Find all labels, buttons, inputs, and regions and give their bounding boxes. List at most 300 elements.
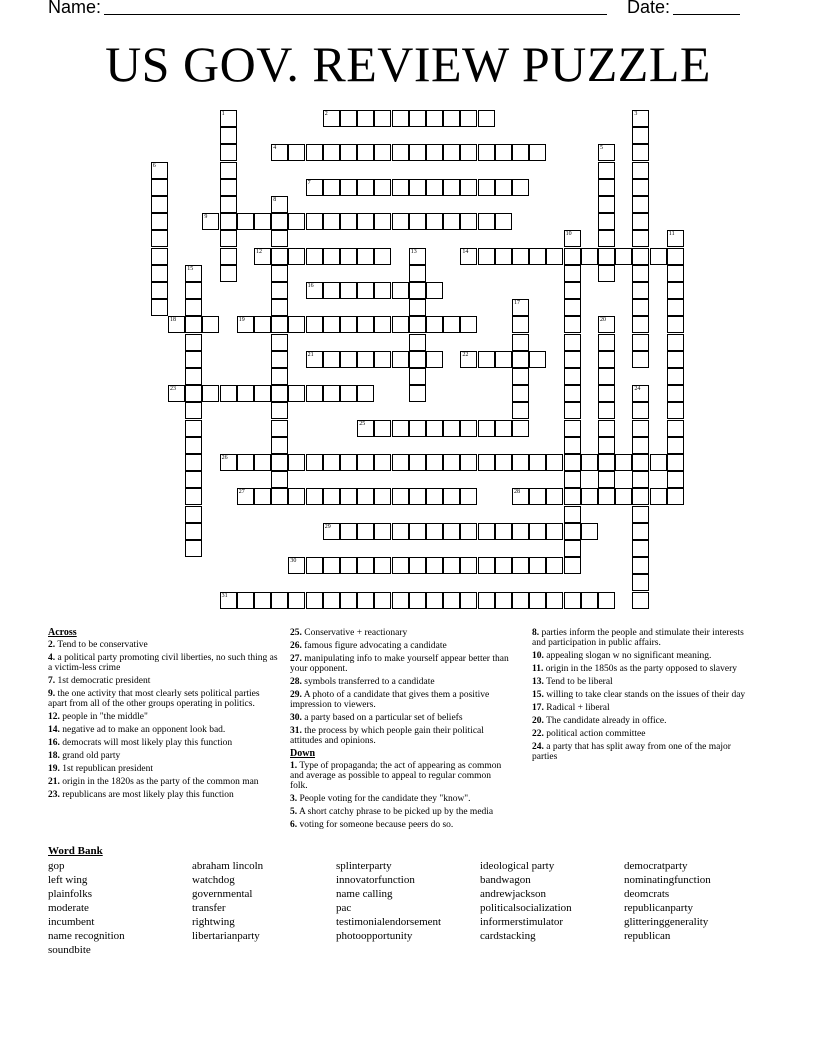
- grid-cell[interactable]: [254, 488, 271, 505]
- grid-cell[interactable]: [667, 299, 684, 316]
- grid-cell[interactable]: [271, 248, 288, 265]
- grid-cell[interactable]: [409, 523, 426, 540]
- grid-cell[interactable]: [632, 523, 649, 540]
- grid-cell[interactable]: [495, 454, 512, 471]
- grid-cell[interactable]: [185, 316, 202, 333]
- grid-cell[interactable]: [288, 248, 305, 265]
- grid-cell[interactable]: [323, 144, 340, 161]
- grid-cell[interactable]: [409, 282, 426, 299]
- grid-cell[interactable]: [220, 144, 237, 161]
- grid-cell[interactable]: [271, 196, 288, 213]
- grid-cell[interactable]: [374, 144, 391, 161]
- grid-cell[interactable]: [632, 420, 649, 437]
- grid-cell[interactable]: [478, 248, 495, 265]
- grid-cell[interactable]: [323, 557, 340, 574]
- grid-cell[interactable]: [254, 592, 271, 609]
- grid-cell[interactable]: [392, 488, 409, 505]
- grid-cell[interactable]: [546, 488, 563, 505]
- grid-cell[interactable]: [512, 299, 529, 316]
- grid-cell[interactable]: [598, 420, 615, 437]
- grid-cell[interactable]: [392, 523, 409, 540]
- grid-cell[interactable]: [667, 437, 684, 454]
- grid-cell[interactable]: [632, 282, 649, 299]
- grid-cell[interactable]: [323, 213, 340, 230]
- grid-cell[interactable]: [632, 265, 649, 282]
- grid-cell[interactable]: [271, 385, 288, 402]
- grid-cell[interactable]: [323, 179, 340, 196]
- grid-cell[interactable]: [357, 110, 374, 127]
- grid-cell[interactable]: [632, 437, 649, 454]
- grid-cell[interactable]: [615, 454, 632, 471]
- grid-cell[interactable]: [202, 316, 219, 333]
- grid-cell[interactable]: [598, 368, 615, 385]
- grid-cell[interactable]: [632, 506, 649, 523]
- grid-cell[interactable]: [598, 471, 615, 488]
- grid-cell[interactable]: [426, 488, 443, 505]
- grid-cell[interactable]: [357, 523, 374, 540]
- grid-cell[interactable]: [374, 179, 391, 196]
- grid-cell[interactable]: [306, 557, 323, 574]
- grid-cell[interactable]: [632, 540, 649, 557]
- grid-cell[interactable]: [564, 557, 581, 574]
- grid-cell[interactable]: [632, 402, 649, 419]
- grid-cell[interactable]: [667, 265, 684, 282]
- grid-cell[interactable]: [632, 385, 649, 402]
- grid-cell[interactable]: [632, 127, 649, 144]
- grid-cell[interactable]: [598, 437, 615, 454]
- grid-cell[interactable]: [667, 454, 684, 471]
- grid-cell[interactable]: [650, 454, 667, 471]
- grid-cell[interactable]: [185, 437, 202, 454]
- grid-cell[interactable]: [478, 523, 495, 540]
- grid-cell[interactable]: [581, 454, 598, 471]
- grid-cell[interactable]: [357, 454, 374, 471]
- grid-cell[interactable]: [667, 402, 684, 419]
- grid-cell[interactable]: [495, 592, 512, 609]
- grid-cell[interactable]: [374, 420, 391, 437]
- grid-cell[interactable]: [512, 488, 529, 505]
- grid-cell[interactable]: [564, 385, 581, 402]
- grid-cell[interactable]: [443, 420, 460, 437]
- grid-cell[interactable]: [340, 213, 357, 230]
- grid-cell[interactable]: [512, 248, 529, 265]
- grid-cell[interactable]: [271, 316, 288, 333]
- grid-cell[interactable]: [478, 179, 495, 196]
- grid-cell[interactable]: [392, 454, 409, 471]
- grid-cell[interactable]: [374, 488, 391, 505]
- grid-cell[interactable]: [632, 574, 649, 591]
- grid-cell[interactable]: [220, 110, 237, 127]
- grid-cell[interactable]: [460, 454, 477, 471]
- grid-cell[interactable]: [581, 592, 598, 609]
- grid-cell[interactable]: [667, 385, 684, 402]
- grid-cell[interactable]: [564, 368, 581, 385]
- grid-cell[interactable]: [512, 351, 529, 368]
- grid-cell[interactable]: [185, 265, 202, 282]
- grid-cell[interactable]: [478, 420, 495, 437]
- grid-cell[interactable]: [564, 334, 581, 351]
- grid-cell[interactable]: [374, 592, 391, 609]
- grid-cell[interactable]: [512, 592, 529, 609]
- grid-cell[interactable]: [632, 162, 649, 179]
- grid-cell[interactable]: [271, 299, 288, 316]
- grid-cell[interactable]: [598, 454, 615, 471]
- grid-cell[interactable]: [237, 592, 254, 609]
- grid-cell[interactable]: [340, 385, 357, 402]
- grid-cell[interactable]: [185, 334, 202, 351]
- grid-cell[interactable]: [220, 248, 237, 265]
- grid-cell[interactable]: [512, 385, 529, 402]
- grid-cell[interactable]: [512, 420, 529, 437]
- grid-cell[interactable]: [306, 144, 323, 161]
- grid-cell[interactable]: [529, 557, 546, 574]
- grid-cell[interactable]: [288, 592, 305, 609]
- grid-cell[interactable]: [340, 557, 357, 574]
- grid-cell[interactable]: [426, 557, 443, 574]
- grid-cell[interactable]: [460, 592, 477, 609]
- grid-cell[interactable]: [512, 179, 529, 196]
- grid-cell[interactable]: [409, 557, 426, 574]
- grid-cell[interactable]: [478, 213, 495, 230]
- grid-cell[interactable]: [426, 523, 443, 540]
- grid-cell[interactable]: [529, 144, 546, 161]
- grid-cell[interactable]: [564, 454, 581, 471]
- grid-cell[interactable]: [271, 213, 288, 230]
- grid-cell[interactable]: [237, 316, 254, 333]
- grid-cell[interactable]: [512, 368, 529, 385]
- grid-cell[interactable]: [581, 488, 598, 505]
- grid-cell[interactable]: [529, 248, 546, 265]
- grid-cell[interactable]: [220, 196, 237, 213]
- grid-cell[interactable]: [426, 592, 443, 609]
- grid-cell[interactable]: [340, 144, 357, 161]
- grid-cell[interactable]: [340, 316, 357, 333]
- grid-cell[interactable]: [151, 196, 168, 213]
- grid-cell[interactable]: [581, 248, 598, 265]
- grid-cell[interactable]: [306, 454, 323, 471]
- grid-cell[interactable]: [598, 213, 615, 230]
- grid-cell[interactable]: [409, 179, 426, 196]
- grid-cell[interactable]: [392, 144, 409, 161]
- grid-cell[interactable]: [271, 471, 288, 488]
- grid-cell[interactable]: [426, 110, 443, 127]
- grid-cell[interactable]: [374, 351, 391, 368]
- grid-cell[interactable]: [151, 230, 168, 247]
- grid-cell[interactable]: [271, 592, 288, 609]
- grid-cell[interactable]: [271, 454, 288, 471]
- grid-cell[interactable]: [340, 351, 357, 368]
- grid-cell[interactable]: [546, 248, 563, 265]
- grid-cell[interactable]: [598, 402, 615, 419]
- grid-cell[interactable]: [632, 213, 649, 230]
- grid-cell[interactable]: [409, 316, 426, 333]
- grid-cell[interactable]: [185, 351, 202, 368]
- grid-cell[interactable]: [650, 488, 667, 505]
- grid-cell[interactable]: [564, 299, 581, 316]
- grid-cell[interactable]: [598, 230, 615, 247]
- grid-cell[interactable]: [495, 213, 512, 230]
- grid-cell[interactable]: [598, 334, 615, 351]
- grid-cell[interactable]: [598, 385, 615, 402]
- grid-cell[interactable]: [306, 385, 323, 402]
- grid-cell[interactable]: [495, 144, 512, 161]
- grid-cell[interactable]: [220, 230, 237, 247]
- grid-cell[interactable]: [271, 437, 288, 454]
- grid-cell[interactable]: [271, 282, 288, 299]
- grid-cell[interactable]: [632, 179, 649, 196]
- grid-cell[interactable]: [151, 299, 168, 316]
- grid-cell[interactable]: [323, 316, 340, 333]
- grid-cell[interactable]: [254, 454, 271, 471]
- grid-cell[interactable]: [667, 368, 684, 385]
- grid-cell[interactable]: [632, 196, 649, 213]
- grid-cell[interactable]: [460, 351, 477, 368]
- grid-cell[interactable]: [357, 282, 374, 299]
- grid-cell[interactable]: [598, 488, 615, 505]
- grid-cell[interactable]: [667, 248, 684, 265]
- grid-cell[interactable]: [495, 523, 512, 540]
- grid-cell[interactable]: [478, 557, 495, 574]
- grid-cell[interactable]: [151, 213, 168, 230]
- grid-cell[interactable]: [271, 488, 288, 505]
- grid-cell[interactable]: [306, 316, 323, 333]
- grid-cell[interactable]: [374, 523, 391, 540]
- grid-cell[interactable]: [478, 144, 495, 161]
- grid-cell[interactable]: [512, 454, 529, 471]
- grid-cell[interactable]: [632, 557, 649, 574]
- grid-cell[interactable]: [185, 282, 202, 299]
- grid-cell[interactable]: [409, 265, 426, 282]
- grid-cell[interactable]: [392, 592, 409, 609]
- grid-cell[interactable]: [409, 420, 426, 437]
- grid-cell[interactable]: [271, 230, 288, 247]
- grid-cell[interactable]: [323, 248, 340, 265]
- grid-cell[interactable]: [237, 454, 254, 471]
- grid-cell[interactable]: [478, 110, 495, 127]
- grid-cell[interactable]: [374, 454, 391, 471]
- grid-cell[interactable]: [564, 592, 581, 609]
- grid-cell[interactable]: [340, 248, 357, 265]
- grid-cell[interactable]: [254, 213, 271, 230]
- grid-cell[interactable]: [151, 248, 168, 265]
- grid-cell[interactable]: [323, 385, 340, 402]
- grid-cell[interactable]: [460, 316, 477, 333]
- grid-cell[interactable]: [409, 299, 426, 316]
- grid-cell[interactable]: [271, 351, 288, 368]
- grid-cell[interactable]: [340, 592, 357, 609]
- grid-cell[interactable]: [220, 265, 237, 282]
- grid-cell[interactable]: [288, 144, 305, 161]
- grid-cell[interactable]: [168, 385, 185, 402]
- grid-cell[interactable]: [288, 385, 305, 402]
- grid-cell[interactable]: [564, 540, 581, 557]
- grid-cell[interactable]: [254, 316, 271, 333]
- grid-cell[interactable]: [409, 488, 426, 505]
- grid-cell[interactable]: [340, 179, 357, 196]
- grid-cell[interactable]: [357, 316, 374, 333]
- grid-cell[interactable]: [598, 316, 615, 333]
- grid-cell[interactable]: [564, 506, 581, 523]
- grid-cell[interactable]: [529, 488, 546, 505]
- grid-cell[interactable]: [581, 523, 598, 540]
- grid-cell[interactable]: [409, 248, 426, 265]
- grid-cell[interactable]: [392, 282, 409, 299]
- grid-cell[interactable]: [306, 213, 323, 230]
- grid-cell[interactable]: [237, 488, 254, 505]
- grid-cell[interactable]: [409, 454, 426, 471]
- grid-cell[interactable]: [254, 385, 271, 402]
- grid-cell[interactable]: [220, 592, 237, 609]
- grid-cell[interactable]: [529, 454, 546, 471]
- grid-cell[interactable]: [220, 454, 237, 471]
- grid-cell[interactable]: [443, 144, 460, 161]
- grid-cell[interactable]: [392, 351, 409, 368]
- grid-cell[interactable]: [460, 144, 477, 161]
- grid-cell[interactable]: [443, 110, 460, 127]
- grid-cell[interactable]: [271, 402, 288, 419]
- grid-cell[interactable]: [340, 454, 357, 471]
- grid-cell[interactable]: [495, 179, 512, 196]
- grid-cell[interactable]: [306, 351, 323, 368]
- grid-cell[interactable]: [288, 213, 305, 230]
- grid-cell[interactable]: [185, 420, 202, 437]
- grid-cell[interactable]: [323, 488, 340, 505]
- grid-cell[interactable]: [650, 248, 667, 265]
- grid-cell[interactable]: [598, 196, 615, 213]
- grid-cell[interactable]: [185, 523, 202, 540]
- grid-cell[interactable]: [323, 454, 340, 471]
- grid-cell[interactable]: [598, 144, 615, 161]
- grid-cell[interactable]: [443, 316, 460, 333]
- grid-cell[interactable]: [357, 557, 374, 574]
- grid-cell[interactable]: [409, 144, 426, 161]
- grid-cell[interactable]: [598, 162, 615, 179]
- grid-cell[interactable]: [185, 471, 202, 488]
- grid-cell[interactable]: [340, 110, 357, 127]
- grid-cell[interactable]: [185, 385, 202, 402]
- grid-cell[interactable]: [426, 282, 443, 299]
- grid-cell[interactable]: [357, 351, 374, 368]
- grid-cell[interactable]: [374, 248, 391, 265]
- grid-cell[interactable]: [546, 557, 563, 574]
- grid-cell[interactable]: [357, 385, 374, 402]
- grid-cell[interactable]: [564, 437, 581, 454]
- grid-cell[interactable]: [185, 299, 202, 316]
- grid-cell[interactable]: [185, 506, 202, 523]
- grid-cell[interactable]: [443, 179, 460, 196]
- grid-cell[interactable]: [340, 488, 357, 505]
- grid-cell[interactable]: [564, 265, 581, 282]
- grid-cell[interactable]: [495, 351, 512, 368]
- grid-cell[interactable]: [495, 420, 512, 437]
- grid-cell[interactable]: [667, 230, 684, 247]
- grid-cell[interactable]: [306, 592, 323, 609]
- grid-cell[interactable]: [632, 316, 649, 333]
- grid-cell[interactable]: [357, 213, 374, 230]
- grid-cell[interactable]: [667, 420, 684, 437]
- grid-cell[interactable]: [495, 248, 512, 265]
- grid-cell[interactable]: [202, 385, 219, 402]
- grid-cell[interactable]: [598, 265, 615, 282]
- grid-cell[interactable]: [615, 488, 632, 505]
- grid-cell[interactable]: [529, 592, 546, 609]
- grid-cell[interactable]: [409, 368, 426, 385]
- grid-cell[interactable]: [460, 557, 477, 574]
- grid-cell[interactable]: [185, 488, 202, 505]
- grid-cell[interactable]: [460, 488, 477, 505]
- grid-cell[interactable]: [220, 213, 237, 230]
- grid-cell[interactable]: [632, 471, 649, 488]
- grid-cell[interactable]: [323, 282, 340, 299]
- grid-cell[interactable]: [426, 213, 443, 230]
- grid-cell[interactable]: [306, 282, 323, 299]
- grid-cell[interactable]: [323, 523, 340, 540]
- grid-cell[interactable]: [288, 557, 305, 574]
- grid-cell[interactable]: [598, 592, 615, 609]
- grid-cell[interactable]: [632, 592, 649, 609]
- grid-cell[interactable]: [615, 248, 632, 265]
- grid-cell[interactable]: [460, 248, 477, 265]
- grid-cell[interactable]: [598, 351, 615, 368]
- grid-cell[interactable]: [426, 316, 443, 333]
- grid-cell[interactable]: [529, 523, 546, 540]
- grid-cell[interactable]: [667, 334, 684, 351]
- grid-cell[interactable]: [237, 385, 254, 402]
- grid-cell[interactable]: [632, 334, 649, 351]
- grid-cell[interactable]: [202, 213, 219, 230]
- grid-cell[interactable]: [220, 385, 237, 402]
- grid-cell[interactable]: [323, 351, 340, 368]
- grid-cell[interactable]: [667, 471, 684, 488]
- grid-cell[interactable]: [443, 523, 460, 540]
- grid-cell[interactable]: [564, 248, 581, 265]
- grid-cell[interactable]: [529, 351, 546, 368]
- grid-cell[interactable]: [512, 557, 529, 574]
- grid-cell[interactable]: [443, 488, 460, 505]
- grid-cell[interactable]: [443, 557, 460, 574]
- grid-cell[interactable]: [426, 179, 443, 196]
- grid-cell[interactable]: [392, 316, 409, 333]
- grid-cell[interactable]: [632, 110, 649, 127]
- grid-cell[interactable]: [168, 316, 185, 333]
- grid-cell[interactable]: [564, 523, 581, 540]
- grid-cell[interactable]: [478, 454, 495, 471]
- grid-cell[interactable]: [374, 110, 391, 127]
- grid-cell[interactable]: [357, 144, 374, 161]
- grid-cell[interactable]: [564, 488, 581, 505]
- grid-cell[interactable]: [237, 213, 254, 230]
- grid-cell[interactable]: [392, 420, 409, 437]
- grid-cell[interactable]: [409, 213, 426, 230]
- grid-cell[interactable]: [271, 334, 288, 351]
- grid-cell[interactable]: [374, 213, 391, 230]
- grid-cell[interactable]: [185, 402, 202, 419]
- grid-cell[interactable]: [357, 488, 374, 505]
- grid-cell[interactable]: [288, 454, 305, 471]
- grid-cell[interactable]: [564, 282, 581, 299]
- grid-cell[interactable]: [220, 162, 237, 179]
- grid-cell[interactable]: [598, 179, 615, 196]
- grid-cell[interactable]: [392, 179, 409, 196]
- grid-cell[interactable]: [667, 282, 684, 299]
- grid-cell[interactable]: [632, 230, 649, 247]
- grid-cell[interactable]: [271, 368, 288, 385]
- grid-cell[interactable]: [460, 179, 477, 196]
- grid-cell[interactable]: [443, 454, 460, 471]
- grid-cell[interactable]: [478, 351, 495, 368]
- grid-cell[interactable]: [409, 351, 426, 368]
- grid-cell[interactable]: [151, 265, 168, 282]
